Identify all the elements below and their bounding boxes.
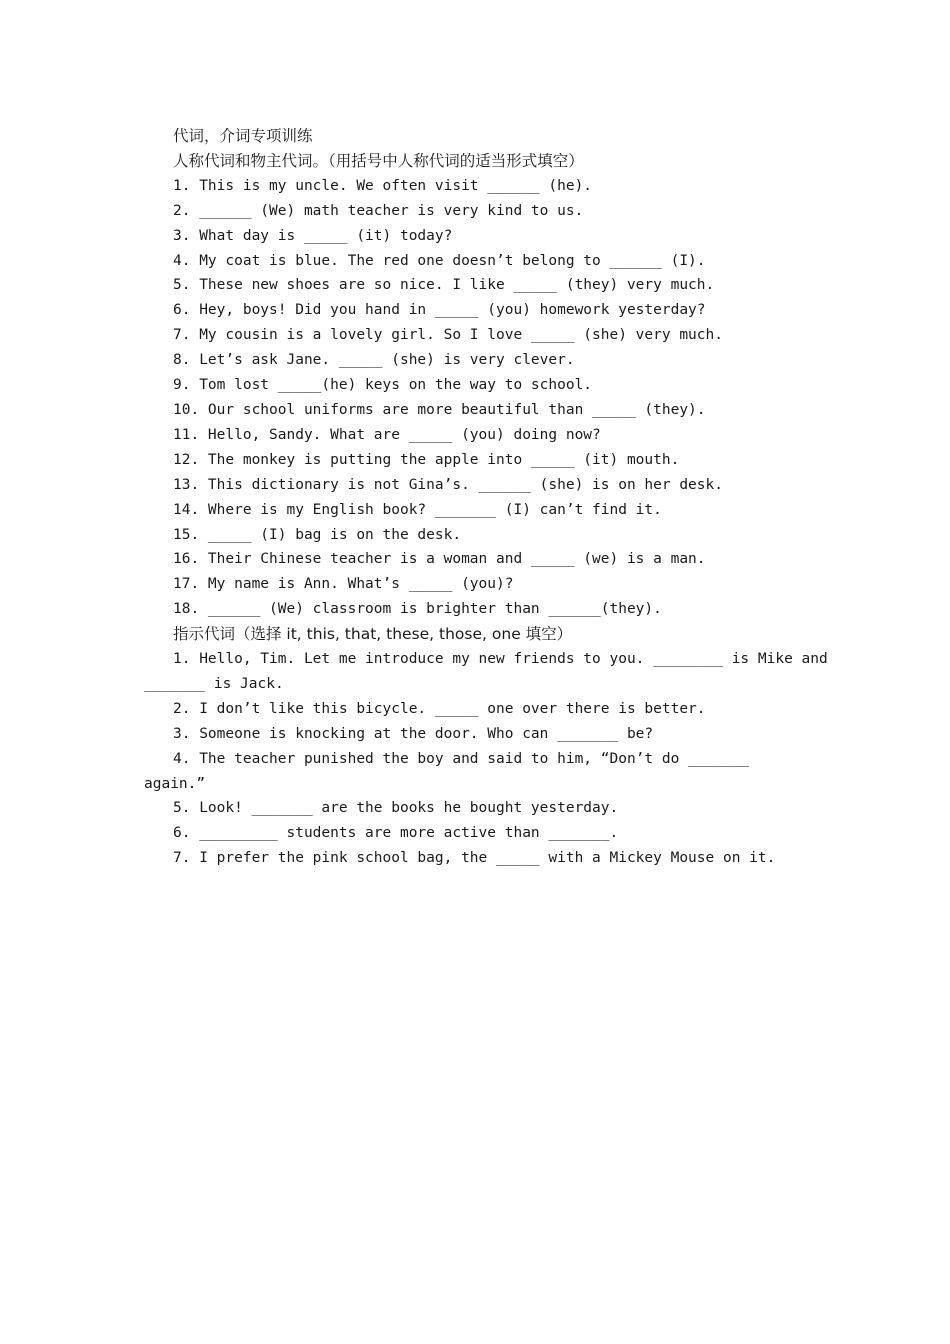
exercise-item: 13. This dictionary is not Gina’s. ______ (she) is on her desk. bbox=[173, 476, 723, 493]
exercise-item: 17. My name is Ann. What’s _____ (you)? bbox=[173, 576, 514, 593]
exercise-item: 6. _________ students are more active than _______. bbox=[173, 825, 619, 842]
exercise-item: 2. ______ (We) math teacher is very kind to us. bbox=[173, 202, 584, 219]
exercise-item-continuation: _______ is Jack. bbox=[144, 675, 284, 692]
exercise-item: 5. These new shoes are so nice. I like _____ (they) very much. bbox=[173, 277, 715, 294]
exercise-item: 15. _____ (I) bag is on the desk. bbox=[173, 526, 462, 543]
section-heading-personal-pronouns: 人称代词和物主代词。（用括号中人称代词的适当形式填空） bbox=[173, 151, 584, 170]
exercise-list-personal-pronouns bbox=[144, 174, 824, 622]
exercise-item: 4. The teacher punished the boy and said to him, “Don’t do _______ bbox=[173, 750, 750, 767]
exercise-item: 14. Where is my English book? _______ (I) can’t find it. bbox=[173, 501, 662, 518]
exercise-item: 9. Tom lost _____(he) keys on the way to school. bbox=[173, 377, 593, 394]
exercise-item: 4. My coat is blue. The red one doesn’t belong to ______ (I). bbox=[173, 252, 706, 269]
exercise-item: 6. Hey, boys! Did you hand in _____ (you) homework yesterday? bbox=[173, 302, 706, 319]
exercise-item: 7. I prefer the pink school bag, the _____ with a Mickey Mouse on it. bbox=[173, 850, 776, 867]
worksheet-content bbox=[144, 124, 828, 871]
exercise-item: 12. The monkey is putting the apple into _____ (it) mouth. bbox=[173, 451, 680, 468]
exercise-item: 8. Let’s ask Jane. _____ (she) is very clever. bbox=[173, 352, 575, 369]
exercise-item: 18. ______ (We) classroom is brighter than ______(they). bbox=[173, 601, 662, 618]
page-title: 代词，介词专项训练 bbox=[173, 127, 313, 145]
exercise-list-demonstrative-pronouns bbox=[144, 647, 828, 871]
exercise-item: 3. What day is _____ (it) today? bbox=[173, 227, 453, 244]
exercise-item: 5. Look! _______ are the books he bought yesterday. bbox=[173, 800, 619, 817]
section-heading-demonstrative-pronouns: 指示代词（选择 it, this, that, these, those, one 填空） bbox=[173, 625, 573, 644]
exercise-item: 1. Hello, Tim. Let me introduce my new friends to you. ________ is Mike and bbox=[173, 651, 828, 668]
exercise-item-continuation: again.” bbox=[144, 775, 206, 792]
exercise-item: 10. Our school uniforms are more beautiful than _____ (they). bbox=[173, 401, 706, 418]
exercise-item: 2. I don’t like this bicycle. _____ one over there is better. bbox=[173, 700, 706, 717]
exercise-item: 7. My cousin is a lovely girl. So I love _____ (she) very much. bbox=[173, 327, 723, 344]
exercise-item: 3. Someone is knocking at the door. Who can _______ be? bbox=[173, 725, 654, 742]
exercise-item: 16. Their Chinese teacher is a woman and _____ (we) is a man. bbox=[173, 551, 706, 568]
exercise-item: 1. This is my uncle. We often visit ______ (he). bbox=[173, 177, 593, 194]
exercise-item: 11. Hello, Sandy. What are _____ (you) doing now? bbox=[173, 426, 601, 443]
